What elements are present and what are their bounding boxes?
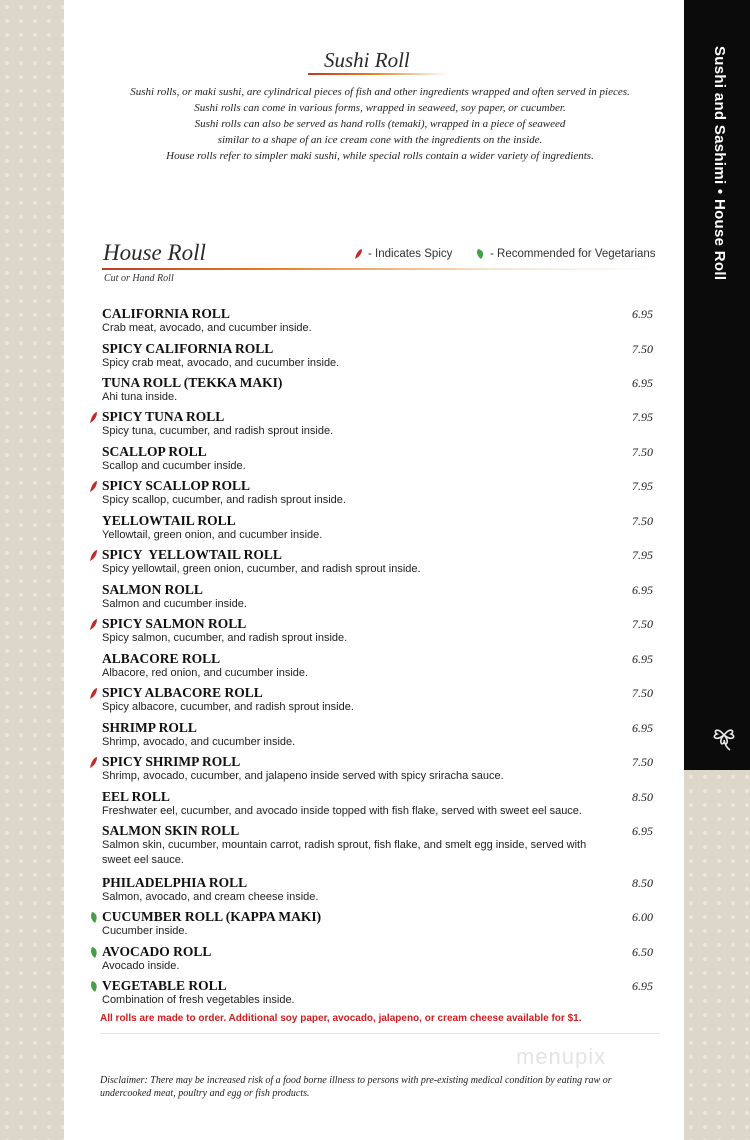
item-price: 7.50	[632, 514, 653, 528]
item-price: 6.50	[632, 945, 653, 959]
leaf-icon	[476, 248, 486, 260]
menu-item	[102, 547, 662, 577]
item-desc: Spicy crab meat, avocado, and cucumber inside.	[102, 357, 340, 369]
menu-item	[102, 651, 662, 681]
menu-item	[102, 685, 662, 715]
item-desc: Spicy tuna, cucumber, and radish sprout inside.	[102, 425, 334, 437]
item-desc: Shrimp, avocado, and cucumber inside.	[102, 736, 296, 748]
item-price: 7.50	[632, 445, 653, 459]
menu-item	[102, 375, 662, 405]
item-price: 6.95	[632, 652, 653, 666]
intro-line: House rolls refer to simpler maki sushi, while special rolls contain a wider variety of ingredients.	[166, 150, 594, 162]
menu-item	[102, 875, 662, 905]
intro-line: Sushi rolls can come in various forms, wrapped in seaweed, soy paper, or cucumber.	[194, 102, 566, 114]
right-dotted-border	[684, 770, 750, 1140]
item-desc: Ahi tuna inside.	[102, 391, 178, 403]
menu-item	[102, 306, 662, 336]
item-price: 7.95	[632, 410, 653, 424]
item-price: 8.50	[632, 876, 653, 890]
item-desc: Salmon, avocado, and cream cheese inside.	[102, 891, 319, 903]
item-desc: Spicy scallop, cucumber, and radish sprout inside.	[102, 494, 346, 506]
spicy-chili-icon	[89, 480, 99, 493]
item-desc: Scallop and cucumber inside.	[102, 460, 246, 472]
item-name: TUNA ROLL (TEKKA MAKI)	[102, 375, 283, 390]
item-name: CUCUMBER ROLL (KAPPA MAKI)	[102, 909, 322, 924]
menu-item	[102, 513, 662, 543]
item-name: SPICY CALIFORNIA ROLL	[102, 341, 274, 356]
left-dotted-border	[0, 0, 64, 1140]
item-price: 6.95	[632, 721, 653, 735]
item-desc: Freshwater eel, cucumber, and avocado inside topped with fish flake, served with sweet eel sauce.	[102, 805, 582, 817]
item-desc: Yellowtail, green onion, and cucumber inside.	[102, 529, 323, 541]
item-name: SALMON SKIN ROLL	[102, 823, 240, 838]
item-price: 7.95	[632, 548, 653, 562]
item-price: 7.50	[632, 342, 653, 356]
item-price: 6.00	[632, 910, 653, 924]
divider	[100, 1033, 660, 1034]
house-roll-subtitle: Cut or Hand Roll	[104, 273, 174, 284]
item-name: YELLOWTAIL ROLL	[102, 513, 236, 528]
legend-spicy	[354, 248, 452, 260]
item-name: SALMON ROLL	[102, 582, 203, 597]
item-price: 7.50	[632, 617, 653, 631]
menu-item	[102, 909, 662, 939]
menupix-watermark: menupix	[516, 1044, 607, 1069]
menu-item	[102, 409, 662, 439]
item-name: SCALLOP ROLL	[102, 444, 207, 459]
menu-item	[102, 754, 662, 784]
item-price: 8.50	[632, 790, 653, 804]
menu-item	[102, 978, 662, 1008]
made-to-order-note: All rolls are made to order. Additional soy paper, avocado, jalapeno, or cream cheese available for $1.	[100, 1013, 582, 1024]
item-price: 6.95	[632, 824, 653, 838]
sidebar-label: Sushi and Sashimi • House Roll	[711, 46, 728, 281]
item-desc: Spicy salmon, cucumber, and radish sprout inside.	[102, 632, 348, 644]
intro-line: Sushi rolls can also be served as hand rolls (temaki), wrapped in a piece of seaweed	[194, 118, 566, 130]
spicy-chili-icon	[89, 411, 99, 424]
spicy-chili-icon	[89, 549, 99, 562]
item-desc: Salmon and cucumber inside.	[102, 598, 247, 610]
item-desc: Combination of fresh vegetables inside.	[102, 994, 295, 1006]
spicy-chili-icon	[89, 687, 99, 700]
legend-spicy-label: - Indicates Spicy	[368, 248, 453, 260]
item-desc: Albacore, red onion, and cucumber inside.	[102, 667, 309, 679]
item-name: EEL ROLL	[102, 789, 170, 804]
menu-item	[102, 789, 662, 819]
item-name: SPICY SHRIMP ROLL	[102, 754, 241, 769]
spicy-chili-icon	[89, 618, 99, 631]
sushi-roll-intro	[100, 84, 660, 164]
section-sidebar	[684, 0, 750, 770]
item-price: 6.95	[632, 979, 653, 993]
item-desc: Salmon skin, cucumber, mountain carrot, radish sprout, fish flake, and smelt egg inside, served with sweet eel sauce.	[102, 839, 587, 866]
item-price: 6.95	[632, 583, 653, 597]
vegetarian-leaf-icon	[89, 911, 99, 924]
item-name: SPICY TUNA ROLL	[102, 409, 225, 424]
item-price: 7.50	[632, 686, 653, 700]
menu-item	[102, 444, 662, 474]
item-desc: Spicy yellowtail, green onion, cucumber, and radish sprout inside.	[102, 563, 421, 575]
intro-line: similar to a shape of an ice cream cone with the ingredients on the inside.	[217, 134, 543, 146]
menu-item	[102, 944, 662, 974]
menu-item	[102, 478, 662, 508]
item-name: AVOCADO ROLL	[102, 944, 212, 959]
menu-item	[102, 616, 662, 646]
sushi-roll-underline	[308, 73, 448, 75]
intro-line: Sushi rolls, or maki sushi, are cylindrical pieces of fish and other ingredients wrapped and often served in pieces.	[130, 86, 630, 98]
legend-veg-label: - Recommended for Vegetarians	[490, 248, 656, 260]
vegetarian-leaf-icon	[89, 980, 99, 993]
spicy-chili-icon	[89, 756, 99, 769]
item-name: PHILADELPHIA ROLL	[102, 875, 248, 890]
menu-item	[102, 582, 662, 612]
shamrock-icon	[707, 718, 741, 752]
item-price: 6.95	[632, 307, 653, 321]
house-roll-underline	[102, 268, 660, 270]
sushi-roll-title: Sushi Roll	[324, 48, 410, 72]
item-name: SPICY ALBACORE ROLL	[102, 685, 263, 700]
item-price: 7.95	[632, 479, 653, 493]
item-name: SPICY YELLOWTAIL ROLL	[102, 547, 282, 562]
item-desc: Avocado inside.	[102, 960, 180, 972]
vegetarian-leaf-icon	[89, 946, 99, 959]
menu-item	[102, 720, 662, 750]
item-name: SPICY SCALLOP ROLL	[102, 478, 251, 493]
legend-veg	[476, 248, 656, 260]
item-price: 6.95	[632, 376, 653, 390]
item-price: 7.50	[632, 755, 653, 769]
menu-item	[102, 341, 662, 371]
chili-icon	[354, 248, 364, 260]
item-name: SPICY SALMON ROLL	[102, 616, 247, 631]
item-desc: Shrimp, avocado, cucumber, and jalapeno inside served with spicy sriracha sauce.	[102, 770, 504, 782]
item-desc: Crab meat, avocado, and cucumber inside.	[102, 322, 312, 334]
item-name: VEGETABLE ROLL	[102, 978, 227, 993]
house-roll-title: House Roll	[103, 240, 206, 265]
disclaimer: Disclaimer: There may be increased risk of a food borne illness to persons with pre-existing medical condition by eating raw or undercooked meat, poultry and egg or fish products.	[100, 1075, 612, 1099]
item-desc: Spicy albacore, cucumber, and radish sprout inside.	[102, 701, 354, 713]
item-name: ALBACORE ROLL	[102, 651, 221, 666]
menu-item	[102, 823, 662, 868]
item-name: SHRIMP ROLL	[102, 720, 197, 735]
item-name: CALIFORNIA ROLL	[102, 306, 230, 321]
item-desc: Cucumber inside.	[102, 925, 188, 937]
